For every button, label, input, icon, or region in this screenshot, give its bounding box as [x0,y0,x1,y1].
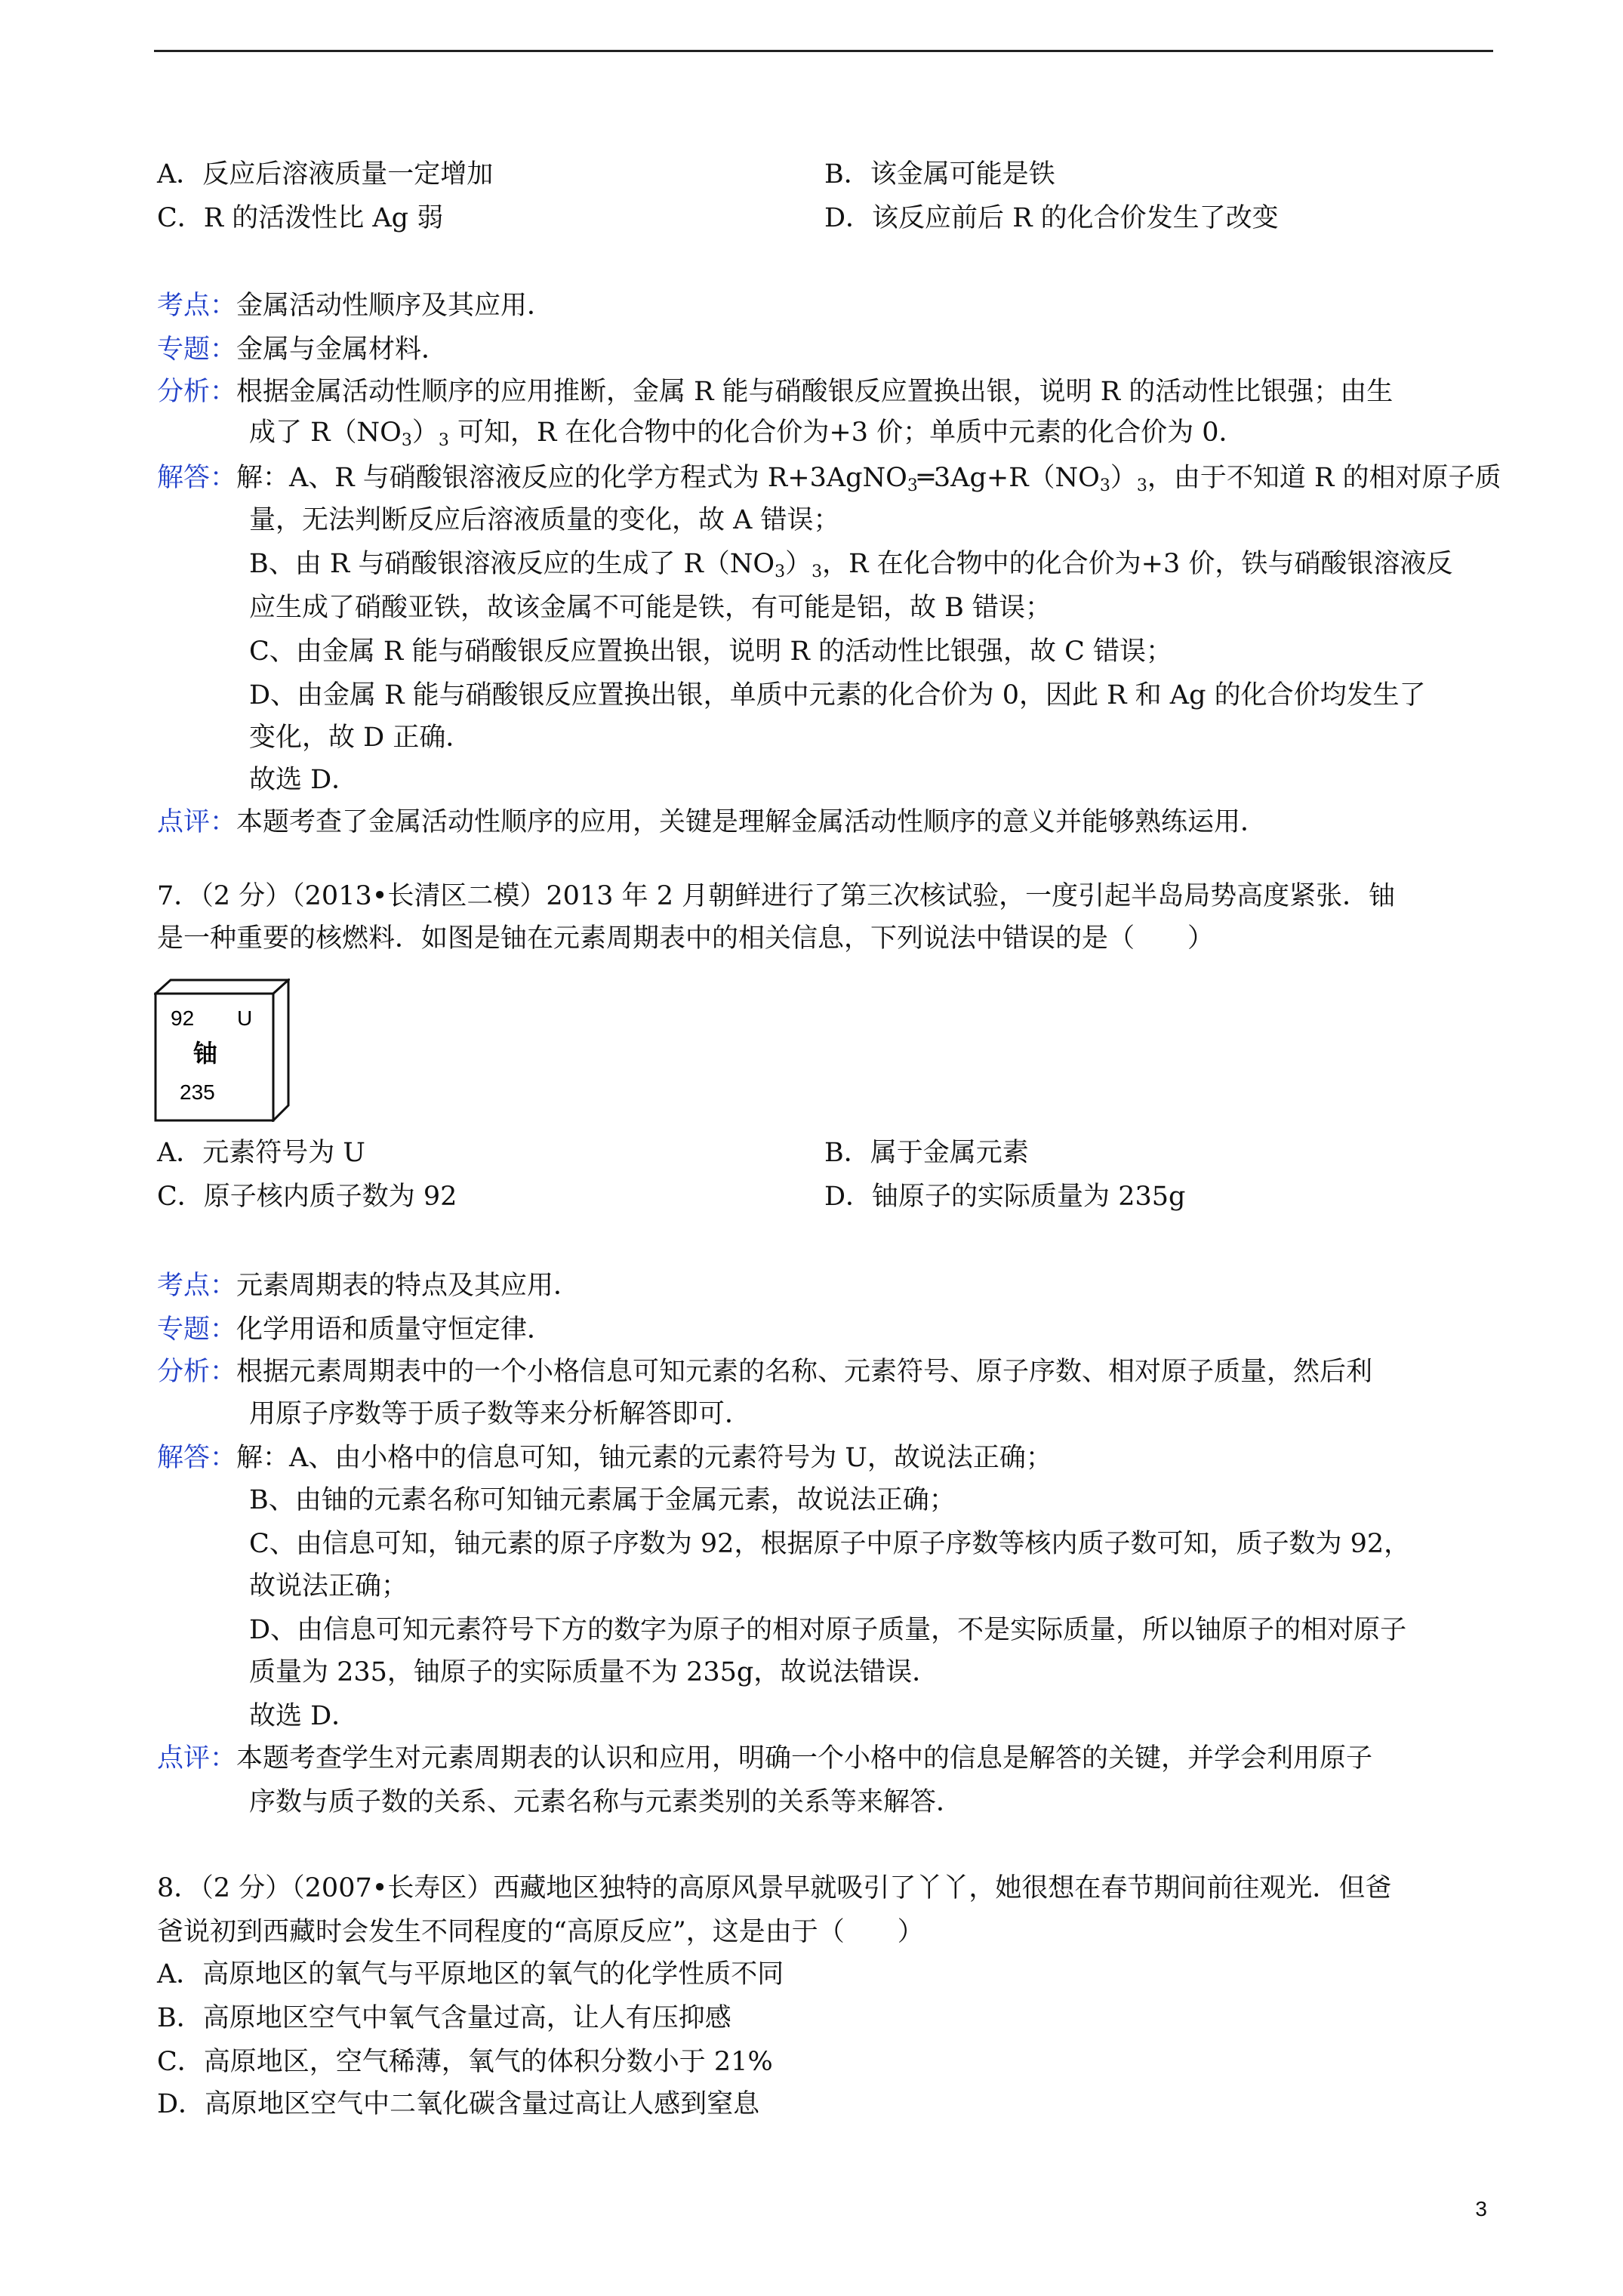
q7-jieda-line-4: 故说法正确； [249,1571,408,1601]
subscript: 3 [775,562,786,581]
fenxi-label: 分析： [157,1357,237,1387]
zhuanti-text: 化学用语和质量守恒定律． [236,1314,554,1345]
q7-zhuanti-row [157,1314,553,1345]
q7-option-d: D．铀原子的实际质量为 235g [824,1182,1186,1212]
text-span: ，R 在化合物中的化合价为+3 价，铁与硝酸银溶液反 [822,549,1453,579]
q7-option-b: B．属于金属元素 [824,1138,1029,1168]
text-span: ） [785,549,812,579]
q7-dianping-row [157,1743,1372,1774]
uranium-element-cell [154,978,290,1122]
q6-option-c: C．R 的活泼性比 Ag 弱 [157,203,444,233]
subscript: 3 [907,476,918,495]
q6-fenxi-line-2 [249,417,1246,457]
text-span: ） [411,418,439,448]
q8-stem-line-2: 爸说初到西藏时会发生不同程度的“高原反应”，这是由于（ ） [157,1917,924,1947]
kaodian-label: 考点： [157,291,237,321]
q6-option-b: B．该金属可能是铁 [824,159,1055,190]
q6-jieda-line-8: 故选 D． [249,765,359,795]
element-number: 92 [171,1006,195,1030]
q6-jieda-line-7: 变化，故 D 正确． [249,723,473,753]
zhuanti-label: 专题： [157,1314,237,1345]
q6-fenxi-row [157,376,1393,408]
q6-jieda-row [157,462,1501,502]
dianping-text: 本题考查了金属活动性顺序的应用，关键是理解金属活动性顺序的意义并能够熟练运用． [236,807,1267,837]
q7-jieda-line-6: 质量为 235，铀原子的实际质量不为 235g，故说法错误． [249,1657,939,1687]
header-rule [154,50,1493,52]
q6-zhuanti-row [157,334,448,365]
q8-stem-line-1: 8．（2 分）（2007•长寿区）西藏地区独特的高原风景早就吸引了丫丫，她很想在春节期间前往观光．但爸 [157,1873,1392,1903]
q7-stem-line-1: 7．（2 分）（2013•长清区二模）2013 年 2 月朝鲜进行了第三次核试验，一度引起半岛局势高度紧张．铀 [157,881,1396,911]
q7-jieda-row [157,1442,1052,1474]
q6-option-d: D．该反应前后 R 的化合价发生了改变 [824,203,1279,233]
text-span: 可知，R 在化合物中的化合价为+3 价；单质中元素的化合价为 0． [448,418,1246,448]
q8-option-b: B．高原地区空气中氧气含量过高，让人有压抑感 [157,2003,731,2033]
subscript: 3 [401,431,412,450]
q7-dianping-line-2: 序数与质子数的关系、元素名称与元素类别的关系等来解答． [249,1787,963,1817]
q6-jieda-line-4: 应生成了硝酸亚铁，故该金属不可能是铁，有可能是铝，故 B 错误； [249,593,1052,623]
cube-top-face [156,980,288,994]
text-span: B、由 R 与硝酸银溶液反应的生成了 R（NO [249,549,775,579]
q7-stem-line-2: 是一种重要的核燃料．如图是铀在元素周期表中的相关信息，下列说法中错误的是（ ） [157,923,1215,954]
dianping-label: 点评： [157,807,237,837]
subscript: 3 [1136,476,1147,495]
q8-option-d: D．高原地区空气中二氧化碳含量过高让人感到窒息 [157,2089,760,2119]
q6-jieda-line-3 [249,548,1452,588]
q7-jieda-line-7: 故选 D． [249,1701,359,1731]
text-span: ，由于不知道 R 的相对原子质 [1147,463,1501,493]
fenxi-text-1: 根据金属活动性顺序的应用推断，金属 R 能与硝酸银反应置换出银，说明 R 的活动性比银强；由生 [236,377,1394,407]
element-symbol: U [237,1006,253,1030]
kaodian-text: 元素周期表的特点及其应用． [236,1271,581,1301]
jieda-label: 解答： [157,1443,237,1473]
cube-side-face [273,980,288,1120]
q7-jieda-line-5: D、由信息可知元素符号下方的数字为原子的相对原子质量，不是实际质量，所以铀原子的相对原子 [249,1615,1407,1645]
text-span: ═3Ag+R（NO [917,463,1100,493]
q6-jieda-line-5: C、由金属 R 能与硝酸银反应置换出银，说明 R 的活动性比银强，故 C 错误； [249,636,1173,667]
element-mass: 235 [180,1080,215,1104]
dianping-label: 点评： [157,1743,237,1774]
q6-option-a: A．反应后溶液质量一定增加 [157,159,494,190]
page-number: 3 [1475,2197,1487,2220]
q7-fenxi-row [157,1356,1372,1388]
text-span: 成了 R（NO [249,418,402,448]
subscript: 3 [812,562,823,581]
zhuanti-text: 金属与金属材料． [236,334,448,365]
q8-option-c: C．高原地区，空气稀薄，氧气的体积分数小于 21% [157,2047,773,2077]
q8-option-a: A．高原地区的氧气与平原地区的氧气的化学性质不同 [157,1959,784,1989]
fenxi-text-1: 根据元素周期表中的一个小格信息可知元素的名称、元素符号、原子序数、相对原子质量，然后利 [236,1357,1373,1387]
q7-option-a: A．元素符号为 U [157,1138,365,1168]
q6-jieda-line-2: 量，无法判断反应后溶液质量的变化，故 A 错误； [249,505,840,535]
q6-kaodian-row [157,290,553,322]
q6-dianping-row [157,806,1267,838]
subscript: 3 [1099,476,1110,495]
q7-fenxi-line-2: 用原子序数等于质子数等来分析解答即可． [249,1399,752,1429]
q7-jieda-line-2: B、由铀的元素名称可知铀元素属于金属元素，故说法正确； [249,1485,956,1515]
q6-jieda-line-6: D、由金属 R 能与硝酸银反应置换出银，单质中元素的化合价为 0，因此 R 和 Ag 的化合价均发生了 [249,680,1426,710]
text-span: 解：A、R 与硝酸银溶液反应的化学方程式为 R+3AgNO [236,463,907,493]
element-name: 铀 [193,1039,218,1068]
text-span: ） [1110,463,1137,493]
q7-option-c: C．原子核内质子数为 92 [157,1182,457,1212]
subscript: 3 [438,431,449,450]
q7-jieda-line-3: C、由信息可知，铀元素的原子序数为 92，根据原子中原子序数等核内质子数可知，质子数为 92， [249,1529,1411,1559]
kaodian-label: 考点： [157,1271,237,1301]
q7-kaodian-row [157,1270,580,1302]
dianping-text-1: 本题考查学生对元素周期表的认识和应用，明确一个小格中的信息是解答的关键，并学会利用原子 [236,1743,1373,1774]
jieda-text-1: 解：A、由小格中的信息可知，铀元素的元素符号为 U，故说法正确； [236,1443,1052,1473]
jieda-label: 解答： [157,463,237,493]
zhuanti-label: 专题： [157,334,237,365]
fenxi-label: 分析： [157,377,237,407]
kaodian-text: 金属活动性顺序及其应用． [236,291,554,321]
